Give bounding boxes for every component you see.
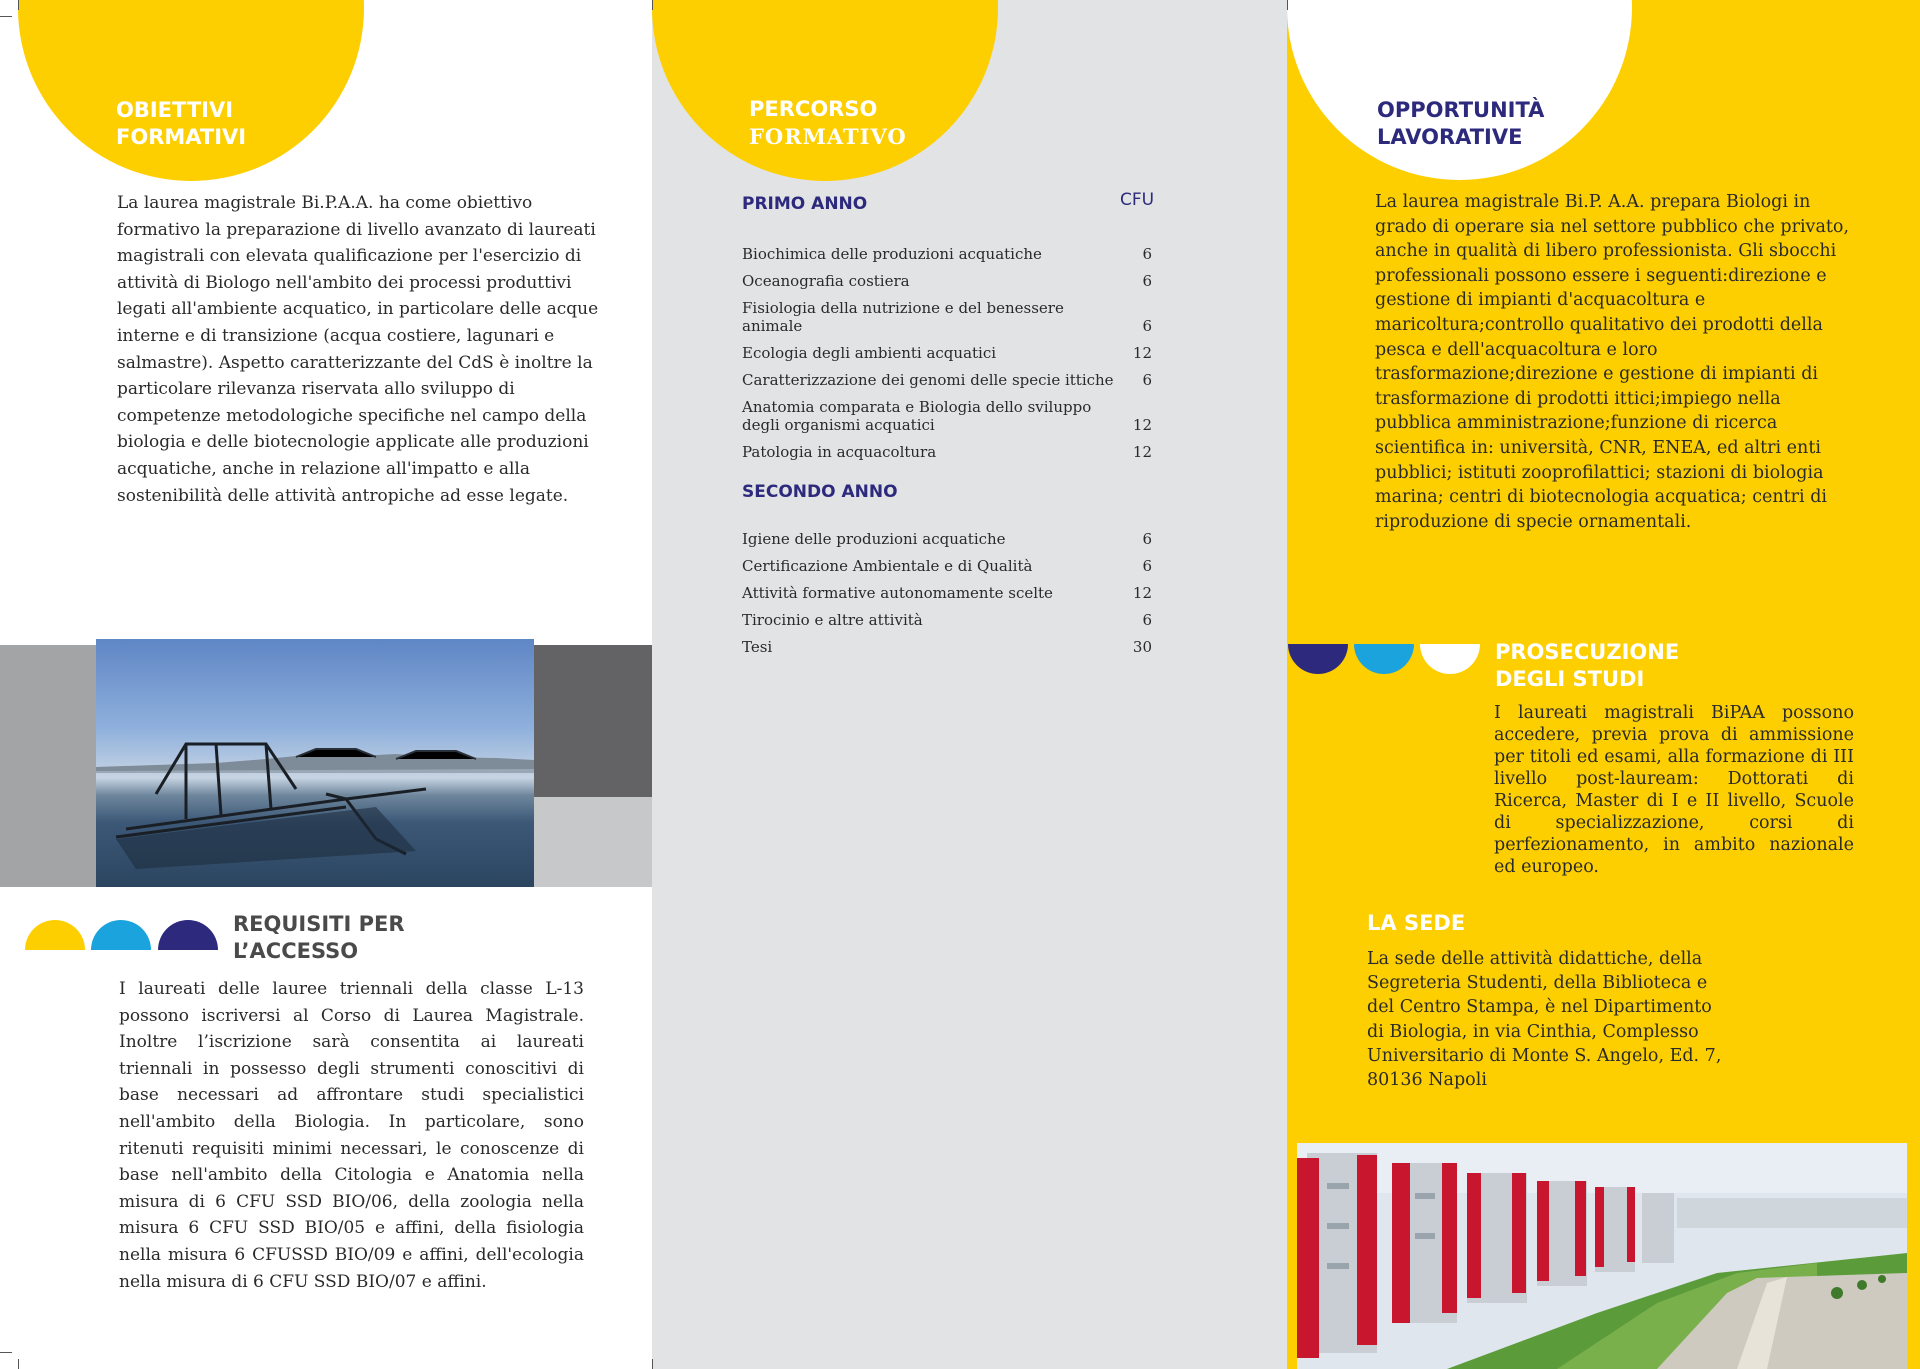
crop-mark (652, 0, 653, 10)
course-row (742, 557, 1152, 575)
prosecuzione-heading (1495, 639, 1679, 693)
opportunita-text: La laurea magistrale Bi.P. A.A. prepara Biologi in grado di operare sia nel settore pubblico che privato, anche in qualità di libero professionista. Gli sbocchi professionali possono essere i seguenti:direzione e gestione di impianti d'acquacoltura e maricoltura;controllo qualitativo dei prodotti della pesca e dell'acquacoltura e loro trasformazione;direzione e gestione di impianti di trasformazione di prodotti ittici;impiego nella pubblica amministrazione;funzione di ricerca scientifica in: università, CNR, ENEA, ed altri enti pubblici; istituti zooprofilattici; stazioni di biologia marina; centri di biotecnologia acquatica; centri di riproduzione di specie ornamentali. (1375, 192, 1850, 532)
course-cfu: 12 (1132, 344, 1152, 362)
course-row (742, 272, 1152, 290)
requisiti-heading-line2: L’ACCESSO (233, 939, 359, 963)
course-name: Igiene delle produzioni acquatiche (742, 530, 1006, 548)
course-name: Attività formative autonomamente scelte (742, 584, 1053, 602)
course-name: Certificazione Ambientale e di Qualità (742, 557, 1033, 575)
obiettivi-heading-line1: OBIETTIVI (116, 98, 234, 122)
primo-anno-course-list (742, 245, 1152, 470)
course-row (742, 584, 1152, 602)
crop-mark (1287, 0, 1288, 10)
course-cfu: 30 (1132, 638, 1152, 656)
course-row (742, 443, 1152, 461)
crop-mark (18, 1359, 19, 1369)
gray-band-right-light (534, 797, 652, 887)
course-name: Patologia in acquacoltura (742, 443, 937, 461)
course-cfu: 6 (1142, 611, 1152, 629)
course-name: Caratterizzazione dei genomi delle specie ittiche (742, 371, 1114, 389)
course-row (742, 371, 1152, 389)
campus-building-photo (1297, 1143, 1907, 1369)
course-cfu: 6 (1142, 272, 1152, 290)
gray-band-right-dark (534, 645, 652, 797)
prosecuzione-heading-line1: PROSECUZIONE (1495, 640, 1680, 664)
course-name: Fisiologia della nutrizione e del benessere animale (742, 299, 1064, 335)
course-cfu: 6 (1142, 557, 1152, 575)
course-cfu: 12 (1132, 443, 1152, 461)
course-row (742, 245, 1152, 263)
requisiti-text: I laureati delle lauree triennali della classe L-13 possono iscriversi al Corso di Laurea Magistrale. Inoltre l’iscrizione sarà consentita ai laureati triennali in possesso degli strumenti conoscitivi di base necessari ad affrontare studi specialistici nell'ambito della Biologia. In particolare, sono ritenuti requisiti minimi necessari, le conoscenze di base nell'ambito della Citologia e Anatomia nella misura di 6 CFU SSD BIO/06, della zoologia nella misura 6 CFU SSD BIO/05 e affini, della fisiologia nella misura 6 CFUSSD BIO/09 e affini, dell'ecologia nella misura di 6 CFU SSD BIO/07 e affini. (119, 979, 584, 1292)
opportunita-heading-line2: LAVORATIVE (1377, 125, 1523, 149)
dot-mask (1287, 604, 1487, 644)
primo-anno-heading: PRIMO ANNO (742, 194, 868, 214)
requisiti-heading (233, 911, 405, 965)
crop-mark (18, 0, 19, 10)
obiettivi-heading-line2: FORMATIVI (116, 125, 247, 149)
course-row (742, 398, 1152, 434)
requisiti-heading-line1: REQUISITI PER (233, 912, 405, 936)
percorso-heading-line1: PERCORSO (749, 97, 878, 121)
course-name: Tirocinio e altre attività (742, 611, 923, 629)
obiettivi-heading (116, 97, 246, 151)
obiettivi-text: La laurea magistrale Bi.P.A.A. ha come obiettivo formativo la preparazione di livello avanzato di laureati magistrali con elevata qualificazione per l'esercizio di attività di Biologo nell'ambito dei processi produttivi legati all'ambiente acquatico, in particolare delle acque interne e di transizione (acqua costiere, lagunari e salmastre). Aspetto caratterizzante del CdS è inoltre la particolare rilevanza riservata allo sviluppo di competenze metodologiche specifiche nel campo della biologia e delle biotecnologie applicate alle produzioni acquatiche, anche in relazione all'impatto e alla sostenibilità delle attività antropiche ad esse legate. (117, 193, 599, 506)
sede-text: La sede delle attività didattiche, della Segreteria Studenti, della Biblioteca e del Centro Stampa, è nel Dipartimento di Biologia, in via Cinthia, Complesso Universitario di Monte S. Angelo, Ed. 7, 80136 Napoli (1367, 949, 1722, 1091)
course-name: Ecologia degli ambienti acquatici (742, 344, 997, 362)
course-row (742, 299, 1152, 335)
course-name: Oceanografia costiera (742, 272, 910, 290)
crop-mark (0, 1352, 12, 1353)
secondo-anno-course-list (742, 530, 1152, 665)
prosecuzione-heading-line2: DEGLI STUDI (1495, 667, 1645, 691)
percorso-heading (749, 96, 907, 150)
crop-mark (652, 1359, 653, 1369)
prosecuzione-text: I laureati magistrali BiPAA possono accedere, previa prova di ammissione per titoli ed esami, alla formazione di III livello post-lauream: Dottorati di Ricerca, Master di I e II livello, Scuole di specializzazione, corsi di perfezionamento, in ambito nazionale ed europeo. (1494, 703, 1854, 877)
course-row (742, 638, 1152, 656)
course-row (742, 611, 1152, 629)
percorso-heading-line2: FORMATIVO (749, 124, 907, 149)
course-name: Tesi (742, 638, 773, 656)
gray-band-left (0, 645, 96, 887)
course-cfu: 12 (1132, 584, 1152, 602)
secondo-anno-heading: SECONDO ANNO (742, 482, 898, 502)
course-cfu: 6 (1142, 530, 1152, 548)
sede-heading: LA SEDE (1367, 911, 1466, 935)
cfu-column-label: CFU (1120, 190, 1155, 210)
course-cfu: 6 (1142, 317, 1152, 335)
course-row (742, 530, 1152, 548)
course-cfu: 6 (1142, 245, 1152, 263)
aquaculture-photo (96, 639, 534, 887)
course-name: Biochimica delle produzioni acquatiche (742, 245, 1042, 263)
crop-mark (0, 16, 12, 17)
course-cfu: 6 (1142, 371, 1152, 389)
course-name: Anatomia comparata e Biologia dello sviluppo degli organismi acquatici (742, 398, 1092, 434)
opportunita-heading (1377, 97, 1544, 151)
course-row (742, 344, 1152, 362)
course-cfu: 12 (1132, 416, 1152, 434)
opportunita-heading-line1: OPPORTUNITÀ (1377, 98, 1545, 122)
